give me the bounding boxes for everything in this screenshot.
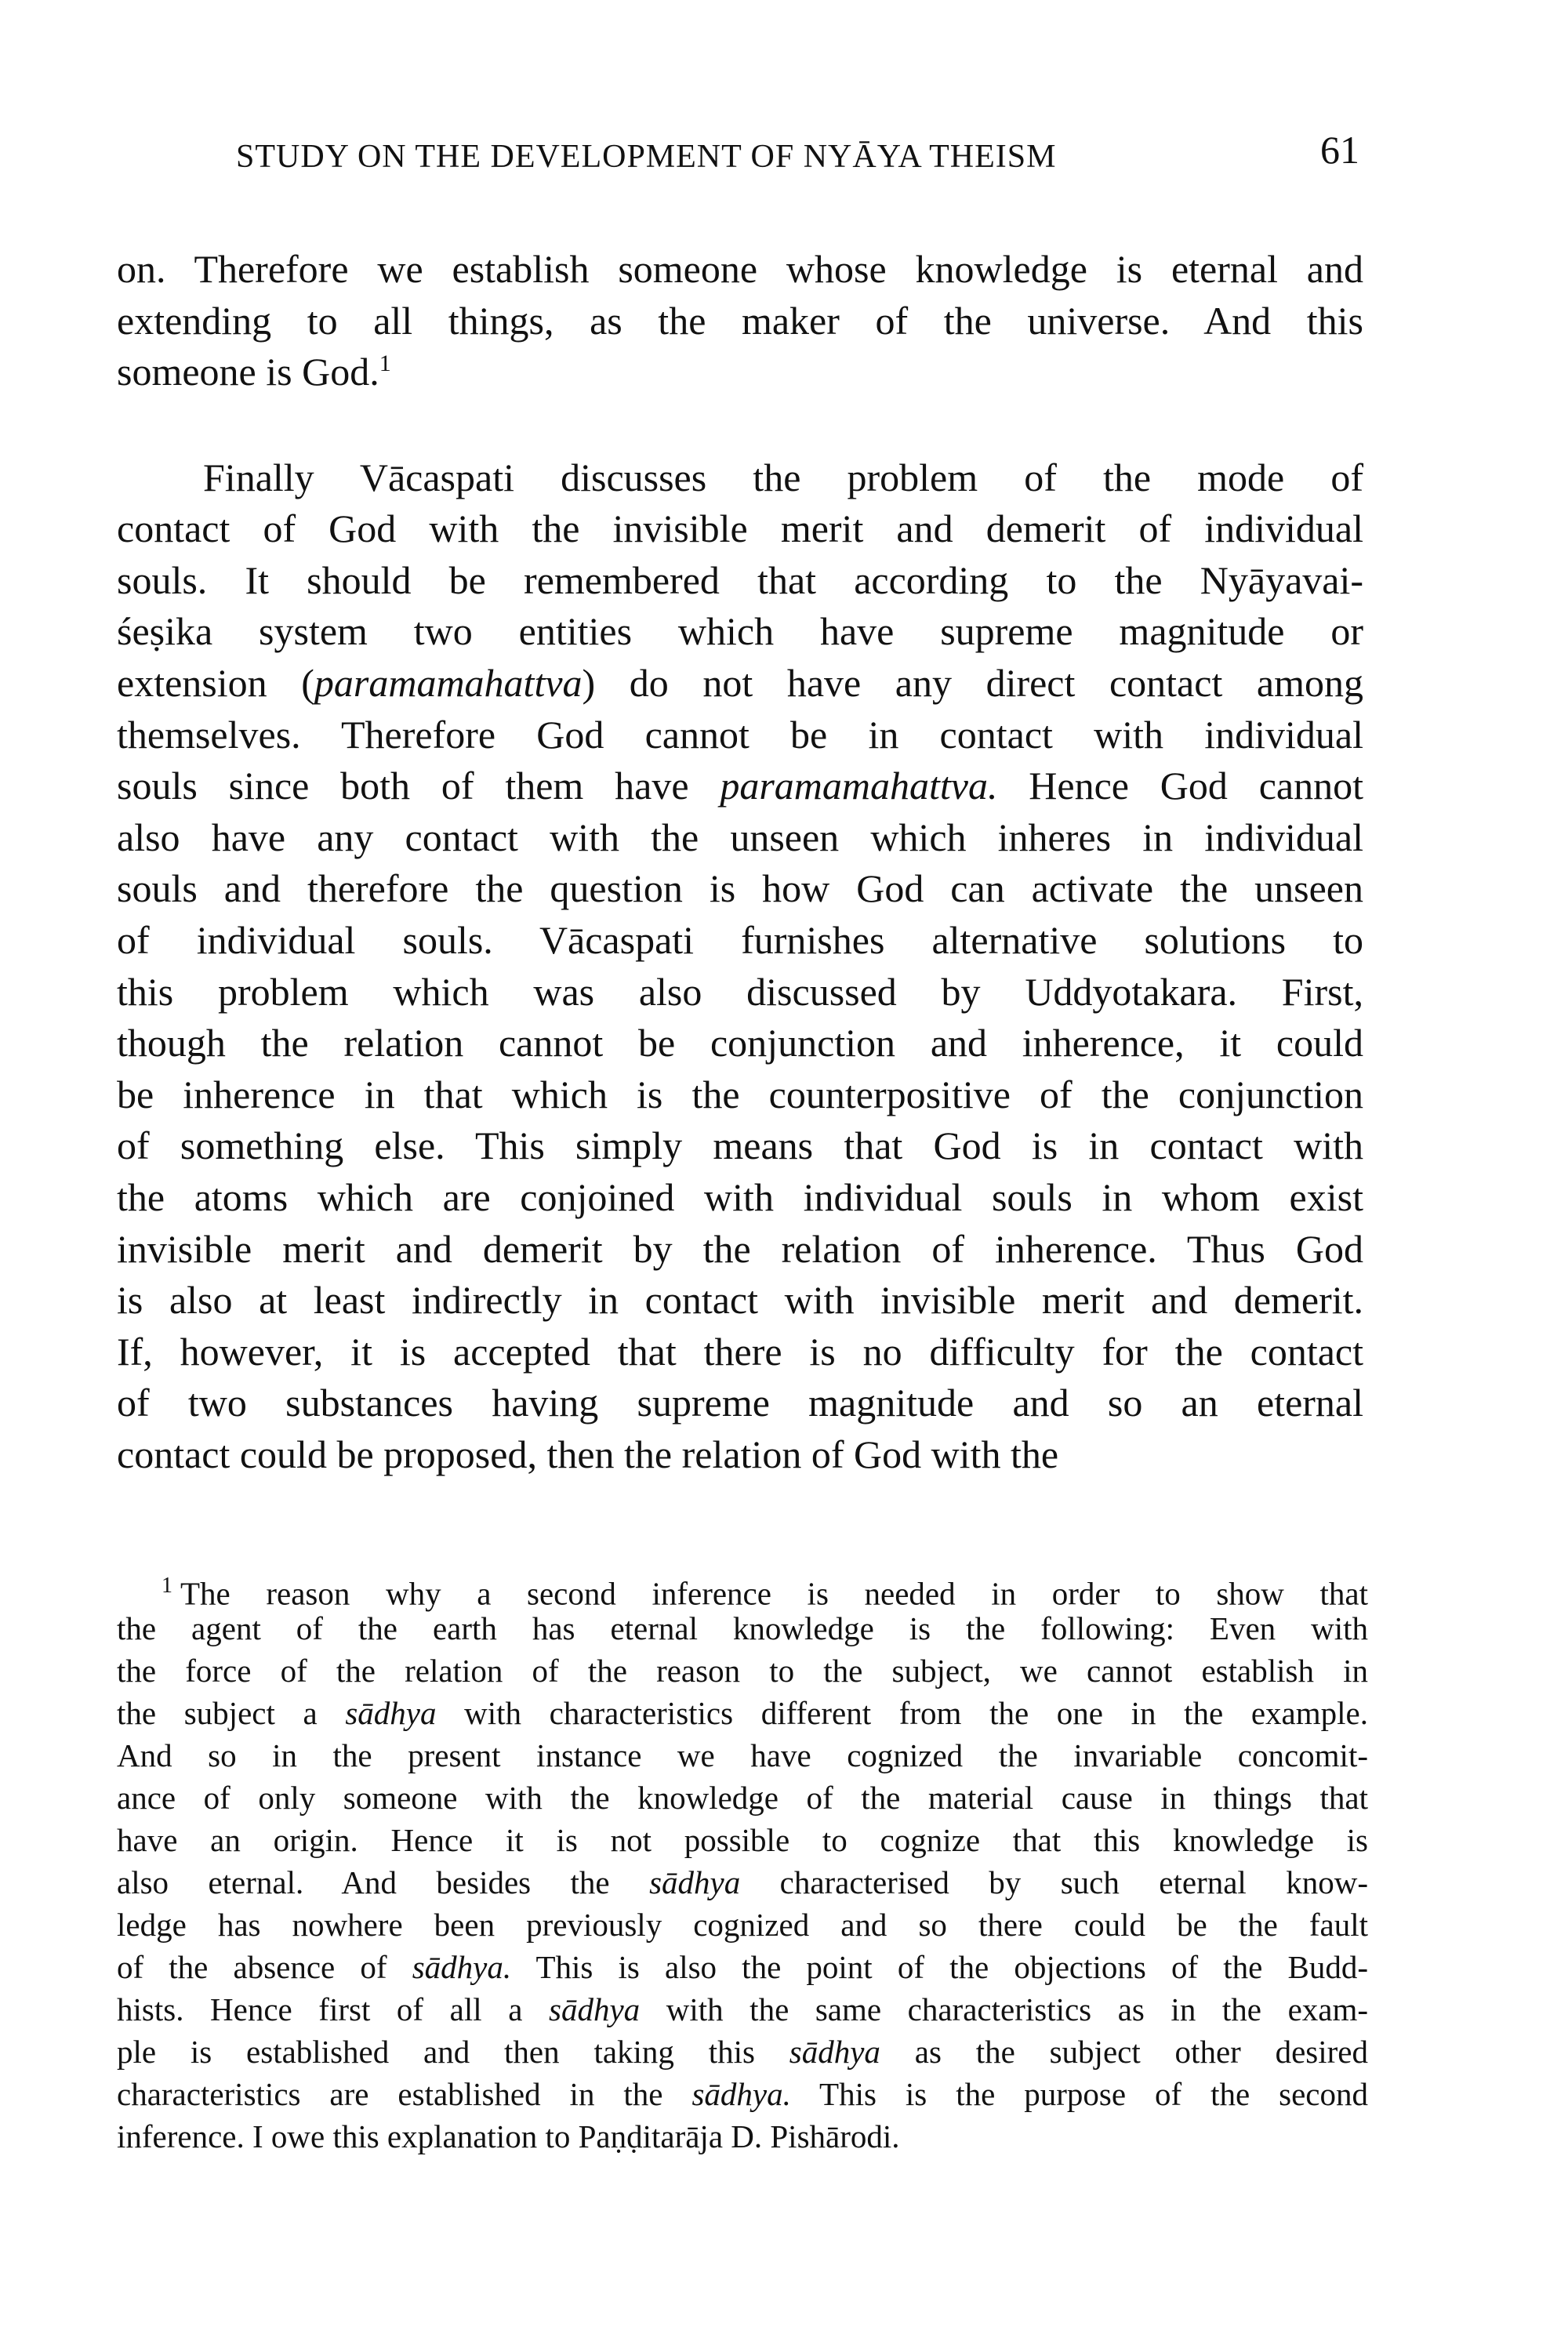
text-line [117,1225,1363,1272]
text-line [117,762,1363,809]
text-run: the subject a [117,1695,346,1731]
text-run: contact of God with the invisible merit and demerit of individual [117,506,1363,551]
text-run: invisible merit and demerit by the relation of inherence. Thus God [117,1226,1363,1271]
text-run: Finally Vācaspati discusses the problem of the mode of [203,455,1363,499]
text-line [117,916,1363,964]
text-run: also have any contact with the unseen which inheres in individual [117,815,1363,859]
text-run: extension ( [117,661,314,706]
text-run: This is the purpose of the second [790,2076,1368,2112]
text-line [117,505,1363,552]
text-line [117,1174,1363,1221]
text-line [117,1863,1368,1902]
text-run: hists. Hence first of all a [117,1991,549,2027]
text-run: characteristics are established in the [117,2076,692,2112]
text-run: extending to all things, as the maker of the universe. And this [117,298,1363,343]
page-number: 61 [1320,128,1359,172]
text-run: of individual souls. Vācaspati furnishes alternative solutions to [117,918,1363,963]
italic-term: paramamahattva. [720,764,998,808]
text-line [117,1736,1368,1775]
text-line [203,454,1363,501]
text-run: the atoms which are conjoined with individual souls in whom exist [117,1175,1363,1220]
text-line [117,1609,1368,1648]
text-run: someone is God. [117,350,379,394]
text-run: themselves. Therefore God cannot be in contact with individual [117,712,1363,757]
text-run: with the same characteristics as in the exam- [640,1991,1369,2027]
text-line [117,1651,1368,1690]
text-run: śeṣika system two entities which have supreme magnitude or [117,609,1363,654]
text-run: this problem which was also discussed by Uddyotakara. First, [117,969,1363,1014]
italic-term: sādhya [789,2034,880,2070]
text-run: be inherence in that which is the counterpositive of the conjunction [117,1072,1363,1116]
italic-term: sādhya [548,1991,641,2027]
text-run: This is also the point of the objections of the Budd- [511,1949,1368,1985]
text-line [117,711,1363,758]
text-run: of something else. This simply means that God is in contact with [117,1123,1363,1168]
italic-term: sādhya [649,1864,741,1900]
text-run: souls since both of them have [117,764,720,808]
text-run: is also at least indirectly in contact with invisible merit and demerit. [117,1278,1363,1323]
text-run: ) do not have any direct contact among [582,661,1364,706]
text-line [117,557,1363,604]
text-line [117,1379,1363,1426]
text-line [117,348,1363,395]
text-line [117,1071,1363,1118]
text-line [117,1905,1368,1944]
footnote-reference: 1 [379,350,391,377]
text-line [117,297,1363,344]
text-run: ple is established and then taking this [117,2034,789,2070]
text-run: If, however, it is accepted that there is no difficulty for the contact [117,1329,1363,1374]
text-line [117,245,1363,292]
text-run: on. Therefore we establish someone whose knowledge is eternal and [117,247,1363,291]
italic-term: sādhya. [412,1949,512,1985]
italic-term: paramamahattva [314,661,583,706]
text-run: ance of only someone with the knowledge of the material cause in things that [117,1780,1368,1816]
text-run: ledge has nowhere been previously cognized and so there could be the fault [117,1907,1368,1943]
text-run: of the absence of [117,1949,412,1985]
text-run: as the subject other desired [880,2034,1368,2070]
text-run: though the relation cannot be conjunction and inherence, it could [117,1021,1363,1065]
text-line [117,2032,1368,2071]
text-line [117,608,1363,655]
text-line [117,1990,1368,2029]
text-line [117,1820,1368,1860]
text-run: of two substances having supreme magnitude and so an eternal [117,1381,1363,1425]
text-run: the force of the relation of the reason to the subject, we cannot establish in [117,1653,1368,1689]
text-line [117,1328,1363,1375]
footnote-marker: 1 [162,1573,172,1598]
text-line [162,1566,1368,1612]
text-run: The reason why a second inference is needed in order to show that [180,1575,1368,1612]
text-run: Hence God cannot [997,764,1363,808]
text-run: characterised by such eternal know- [740,1864,1368,1900]
text-run: with characteristics different from the one in the example. [436,1695,1368,1731]
text-run: And so in the present instance we have cognized the invariable concomit- [117,1737,1368,1773]
running-title: STUDY ON THE DEVELOPMENT OF NYĀYA THEISM [236,139,1057,175]
text-line [117,1693,1368,1733]
text-run: also eternal. And besides the [117,1864,650,1900]
text-line [117,1019,1363,1066]
text-line [117,2117,1368,2156]
text-line [117,968,1363,1015]
text-run: souls and therefore the question is how God can activate the unseen [117,866,1363,911]
text-line [117,1431,1363,1478]
text-run: the agent of the earth has eternal knowledge is the following: Even with [117,1610,1368,1646]
text-run: souls. It should be remembered that according to the Nyāyavai- [117,557,1363,602]
text-line [117,865,1363,912]
text-line [117,2074,1368,2114]
text-line [117,1122,1363,1169]
text-line [117,814,1363,861]
text-run: inference. I owe this explanation to Paṇḍitarāja D. Pishārodi. [117,2118,900,2154]
text-line [117,1276,1363,1323]
text-line [117,659,1363,706]
italic-term: sādhya [345,1695,437,1731]
text-run: have an origin. Hence it is not possible to cognize that this knowledge is [117,1822,1368,1858]
italic-term: sādhya. [691,2076,791,2112]
text-line [117,1947,1368,1987]
text-line [117,1778,1368,1817]
text-run: contact could be proposed, then the relation of God with the [117,1432,1059,1477]
